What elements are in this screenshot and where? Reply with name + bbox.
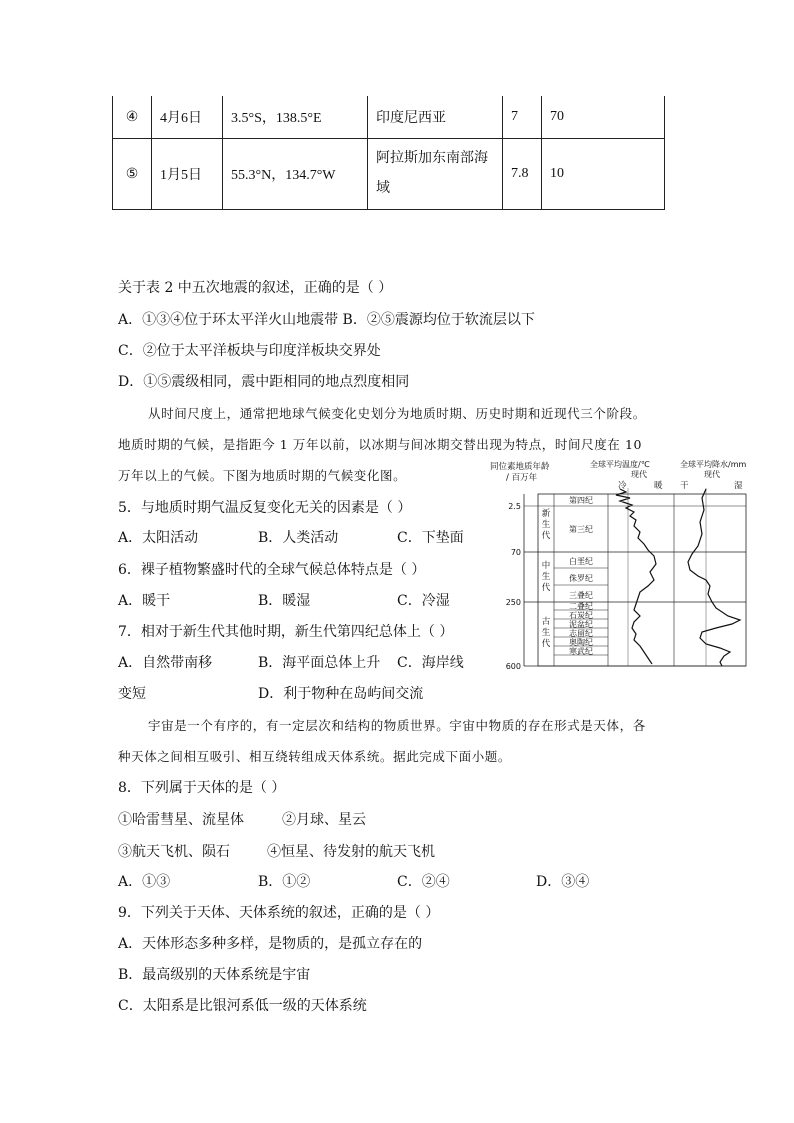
fig-era-cenozoic: 新生代 xyxy=(541,509,551,541)
q9-stem: 9．下列关于天体、天体系统的叙述，正确的是（ ） xyxy=(118,905,440,921)
q9-option-a: A．天体形态多种多样，是物质的，是孤立存在的 xyxy=(118,936,423,952)
cell-place: 印度尼西亚 xyxy=(368,96,503,139)
q7-option-a: A．自然带南移 xyxy=(118,655,213,671)
fig-age-70: 70 xyxy=(510,548,521,557)
fig-precip-wet: 湿 xyxy=(734,481,743,491)
fig-age-600: 600 xyxy=(505,662,521,671)
q4-option-c: C．②位于太平洋板块与印度洋板块交界处 xyxy=(118,343,381,359)
q8-option-a: A．①③ xyxy=(118,874,171,890)
q5-option-b: B．人类活动 xyxy=(258,530,339,546)
cell-place xyxy=(368,139,503,210)
fig-precip-header: 全球平均降水/mm xyxy=(680,460,747,469)
q4-option-a-b: A．①③④位于环太平洋火山地震带 B．②⑤震源均位于软流层以下 xyxy=(118,312,535,328)
q9-option-b: B．最高级别的天体系统是宇宙 xyxy=(118,967,311,983)
q9-option-c: C．太阳系是比银河系低一级的天体系统 xyxy=(118,998,367,1014)
cell-depth: 10 xyxy=(542,139,665,210)
q8-option-c: C．②④ xyxy=(397,874,450,890)
fig-temp-warm: 暖 xyxy=(654,481,663,491)
fig-period-cambrian: 寒武纪 xyxy=(569,647,593,656)
cell-date: 1月5日 xyxy=(152,139,223,210)
cell-no: ④ xyxy=(113,96,152,139)
fig-period-silurian: 志留纪 xyxy=(569,629,593,638)
q8-option-b: B．①② xyxy=(258,874,311,890)
cell-date: 4月6日 xyxy=(152,96,223,139)
fig-age-header-2: / 百万年 xyxy=(506,473,538,483)
q6-option-c: C．冷湿 xyxy=(397,593,450,609)
passage2-line2: 种天体之间相互吸引、相互绕转组成天体系统。据此完成下面小题。 xyxy=(118,749,512,764)
q6-option-b: B．暖湿 xyxy=(258,593,311,609)
fig-precip-modern: 现代 xyxy=(704,470,720,479)
fig-period-carboniferous: 石炭纪 xyxy=(569,611,593,620)
q8-statement-4: ④恒星、待发射的航天飞机 xyxy=(267,844,435,860)
passage1-line3: 万年以上的气候。下图为地质时期的气候变化图。 xyxy=(118,468,407,483)
q8-statement-2: ②月球、星云 xyxy=(282,812,366,828)
fig-era-paleozoic: 古生代 xyxy=(541,617,551,649)
cell-mag: 7 xyxy=(503,96,542,139)
fig-precip-dry: 干 xyxy=(680,481,689,491)
fig-temp-modern: 现代 xyxy=(631,470,647,479)
geologic-climate-figure xyxy=(484,458,774,674)
q6-option-a: A．暖干 xyxy=(118,593,171,609)
fig-era-mesozoic: 中生代 xyxy=(541,561,551,593)
q4-stem: 关于表 2 中五次地震的叙述，正确的是（ ） xyxy=(118,280,393,296)
q4-option-d: D．①⑤震级相同，震中距相同的地点烈度相同 xyxy=(118,374,410,390)
cell-mag: 7.8 xyxy=(503,139,542,210)
passage2-line1: 宇宙是一个有序的，有一定层次和结构的物质世界。宇宙中物质的存在形式是天体，各 xyxy=(148,718,646,733)
q5-stem: 5．与地质时期气温反复变化无关的因素是（ ） xyxy=(118,500,412,516)
precipitation-curve xyxy=(688,489,740,666)
fig-period-ordovician: 奥陶纪 xyxy=(569,638,593,647)
q8-option-d: D．③④ xyxy=(536,874,590,890)
q6-stem: 6．裸子植物繁盛时代的全球气候总体特点是（ ） xyxy=(118,562,426,578)
cell-coord: 55.3°N，134.7°W xyxy=(223,139,368,210)
q8-stem: 8．下列属于天体的是（ ） xyxy=(118,780,286,796)
fig-period-jurassic: 侏罗纪 xyxy=(569,574,593,583)
cell-depth: 70 xyxy=(542,96,665,139)
q7-option-c: C．海岸线 xyxy=(397,655,464,671)
q8-statement-3: ③航天飞机、陨石 xyxy=(118,844,230,860)
q7-option-d: D．利于物种在岛屿间交流 xyxy=(258,686,424,702)
table-row xyxy=(113,139,665,210)
earthquake-table xyxy=(112,96,665,210)
fig-temp-header: 全球平均温度/℃ xyxy=(590,460,650,469)
fig-period-devonian: 泥盆纪 xyxy=(569,620,593,629)
fig-age-header-1: 同位素地质年龄 xyxy=(490,462,550,472)
fig-period-quaternary: 第四纪 xyxy=(569,496,593,505)
cell-coord: 3.5°S，138.5°E xyxy=(223,96,368,139)
fig-age-250: 250 xyxy=(505,598,521,607)
q7-stem: 7．相对于新生代其他时期，新生代第四纪总体上（ ） xyxy=(118,624,454,640)
fig-age-2-5: 2.5 xyxy=(508,502,521,511)
cell-place-line1: 阿拉斯加东南部海 xyxy=(376,151,488,166)
passage1-line2: 地质时期的气候，是指距今 1 万年以前，以冰期与间冰期交替出现为特点，时间尺度在 10 xyxy=(118,437,643,452)
q7-option-c-cont: 变短 xyxy=(118,686,146,702)
passage1-line1: 从时间尺度上，通常把地球气候变化史划分为地质时期、历史时期和近现代三个阶段。 xyxy=(148,406,646,421)
q5-option-a: A．太阳活动 xyxy=(118,530,199,546)
fig-period-tertiary: 第三纪 xyxy=(569,525,593,534)
fig-period-cretaceous: 白垩纪 xyxy=(569,557,593,566)
q8-statement-1: ①哈雷彗星、流星体 xyxy=(118,812,244,828)
fig-temp-cold: 冷 xyxy=(618,481,627,491)
temperature-curve xyxy=(616,489,656,664)
fig-period-permian: 二叠纪 xyxy=(569,602,593,611)
fig-period-triassic: 三叠纪 xyxy=(569,591,593,600)
q5-option-c: C．下垫面 xyxy=(397,530,464,546)
q7-option-b: B．海平面总体上升 xyxy=(258,655,381,671)
cell-place-line2: 域 xyxy=(376,181,390,196)
table-row xyxy=(113,96,665,139)
cell-no: ⑤ xyxy=(113,139,152,210)
